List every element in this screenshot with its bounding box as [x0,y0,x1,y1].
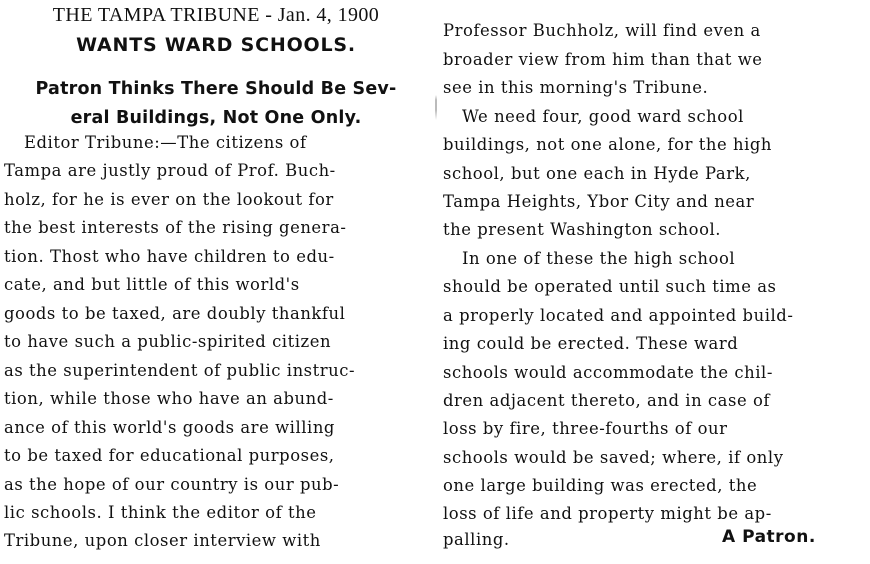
body-line-right: should be operated until such time as [443,277,777,296]
body-line-right: buildings, not one alone, for the high [443,135,773,154]
body-line-left: tion. Thost who have children to edu- [4,247,335,266]
body-line-right: We need four, good ward school [462,107,744,126]
body-line-right: school, but one each in Hyde Park, [443,164,751,183]
body-line-right: Tampa Heights, Ybor City and near [443,192,755,211]
body-line-left: the best interests of the rising genera- [4,218,347,237]
body-line-right: broader view from him than that we [443,50,763,69]
body-line-right: loss of life and property might be ap- [443,504,772,523]
body-line-right: Professor Buchholz, will find even a [443,21,761,40]
body-line-left: Editor Tribune:—The citizens of [24,133,307,152]
body-line-right: In one of these the high school [462,249,736,268]
body-line-left: ance of this world's goods are willing [4,418,335,437]
body-line-left: as the hope of our country is our pub- [4,475,340,494]
body-line-left: goods to be taxed, are doubly thankful [4,304,346,323]
body-line-left: cate, and but little of this world's [4,275,300,294]
body-line-left: as the superintendent of public instruc- [4,361,356,380]
body-line-left: Tampa are justly proud of Prof. Buch- [4,161,336,180]
body-line-right: one large building was erected, the [443,476,758,495]
body-line-right: a properly located and appointed build- [443,306,794,325]
subheadline-line: Patron Thinks There Should Be Sev- [35,79,397,99]
body-line-left: holz, for he is ever on the lookout for [4,190,334,209]
body-line-right: schools would accommodate the chil- [443,363,773,382]
body-line-right: palling. [443,530,510,549]
body-line-left: to have such a public-spirited citizen [4,332,332,351]
body-line-right: loss by fire, three-fourths of our [443,419,728,438]
dateline: THE TAMPA TRIBUNE - Jan. 4, 1900 [52,4,380,26]
column-divider [435,0,437,564]
body-line-left: tion, while those who have an abund- [4,389,334,408]
body-line-left: lic schools. I think the editor of the [4,503,317,522]
body-line-right: schools would be saved; where, if only [443,448,784,467]
subheadline-line: eral Buildings, Not One Only. [70,108,362,128]
body-line-right: see in this morning's Tribune. [443,78,709,97]
body-line-right: dren adjacent thereto, and in case of [443,391,770,410]
body-line-left: to be taxed for educational purposes, [4,446,335,465]
body-line-left: Tribune, upon closer interview with [4,531,321,550]
signature: A Patron. [722,527,816,547]
body-line-right: ing could be erected. These ward [443,334,739,353]
headline: WANTS WARD SCHOOLS. [76,34,356,56]
body-line-right: the present Washington school. [443,220,722,239]
